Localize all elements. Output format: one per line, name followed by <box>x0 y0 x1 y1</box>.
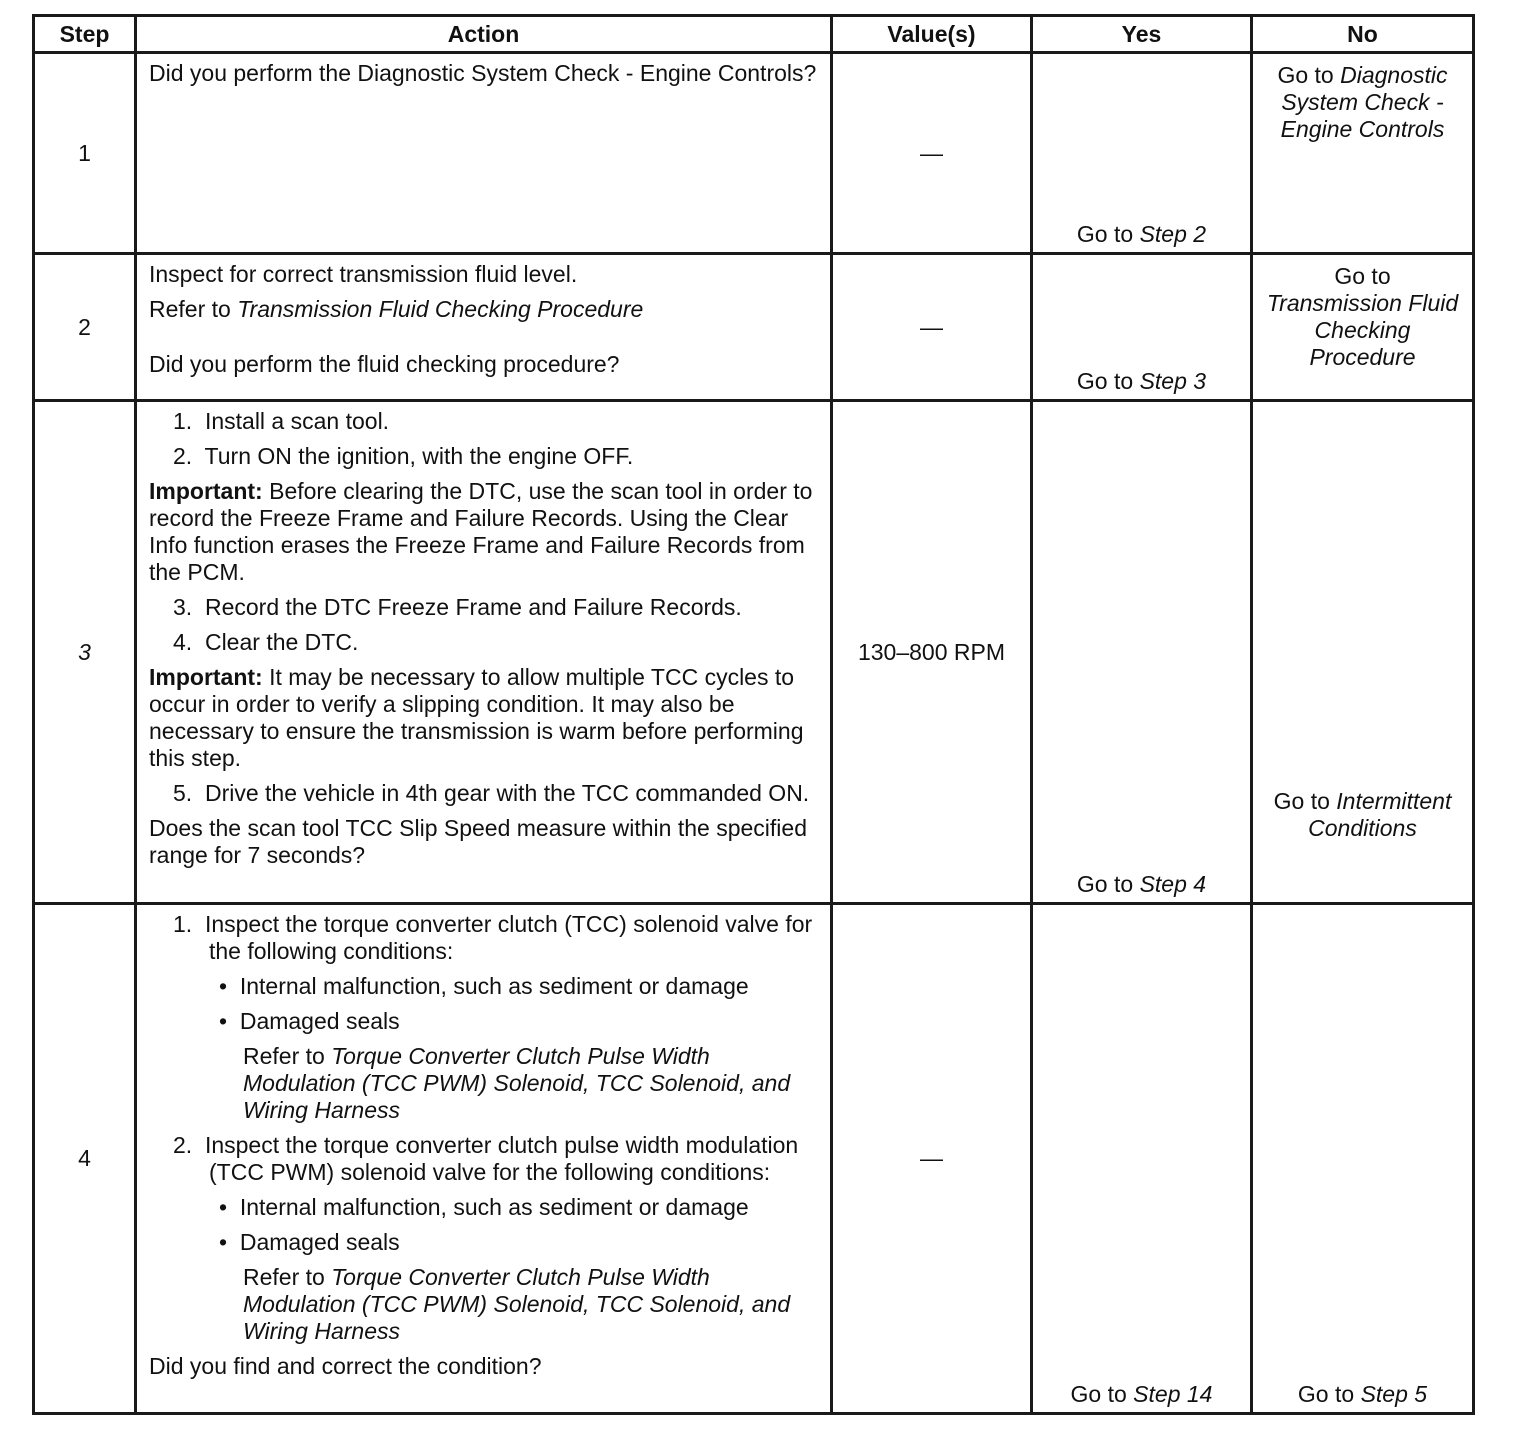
yes-link[interactable]: Step 4 <box>1139 871 1207 897</box>
yes-cell <box>1032 254 1252 401</box>
reference-link[interactable]: Torque Converter Clutch Pulse Width Modulation (TCC PWM) Solenoid, TCC Solenoid, and Wiring Harness <box>243 1043 791 1123</box>
diagnostic-table-document <box>32 14 1472 1415</box>
action-cell <box>136 401 832 904</box>
important-text: Before clearing the DTC, use the scan tool in order to record the Freeze Frame and Failure Records. Using the Clear Info function erases the Freeze Frame and Failure Records from the PCM. <box>149 478 813 585</box>
header-action: Action <box>136 16 832 53</box>
value-cell: 130–800 RPM <box>832 401 1032 904</box>
step-number: 3 <box>34 401 136 904</box>
no-link[interactable]: Intermittent Conditions <box>1308 788 1452 841</box>
action-step-item: 2. Inspect the torque converter clutch pulse width modulation (TCC PWM) solenoid valve for the following conditions: <box>173 1132 799 1185</box>
yes-prefix: Go to <box>1076 221 1140 247</box>
header-no: No <box>1252 16 1474 53</box>
header-values: Value(s) <box>832 16 1032 53</box>
value-cell: — <box>832 53 1032 254</box>
action-cell <box>136 53 832 254</box>
no-cell <box>1252 254 1474 401</box>
action-step-item: 4. Clear the DTC. <box>173 629 359 655</box>
action-reference <box>149 1043 820 1124</box>
action-question: Did you perform the fluid checking procedure? <box>149 351 620 377</box>
action-question: Did you find and correct the condition? <box>149 1353 542 1379</box>
no-prefix: Go to <box>1297 1381 1361 1407</box>
header-yes: Yes <box>1032 16 1252 53</box>
action-step-item: 1. Inspect the torque converter clutch (TCC) solenoid valve for the following conditions: <box>173 911 813 964</box>
table-row <box>34 401 1474 904</box>
no-prefix: Go to <box>1334 263 1391 289</box>
action-reference <box>149 296 820 323</box>
table-row <box>34 254 1474 401</box>
action-reference <box>149 1264 820 1345</box>
action-cell <box>136 904 832 1414</box>
bullet-item: • Damaged seals <box>219 1229 400 1255</box>
reference-prefix: Refer to <box>149 296 238 322</box>
important-label: Important: <box>149 478 263 504</box>
action-step-item: 5. Drive the vehicle in 4th gear with the TCC commanded ON. <box>173 780 810 806</box>
yes-prefix: Go to <box>1070 1381 1134 1407</box>
yes-link[interactable]: Step 2 <box>1139 221 1207 247</box>
important-text: It may be necessary to allow multiple TCC cycles to occur in order to verify a slipping condition. It may also be necessary to ensure the transmission is warm before performing this step. <box>149 664 804 771</box>
action-step-item: 3. Record the DTC Freeze Frame and Failure Records. <box>173 594 742 620</box>
yes-prefix: Go to <box>1076 871 1140 897</box>
action-step-item: 1. Install a scan tool. <box>173 408 390 434</box>
important-note <box>149 478 820 586</box>
yes-prefix: Go to <box>1076 368 1140 394</box>
no-link[interactable]: Transmission Fluid Checking Procedure <box>1266 290 1459 370</box>
no-link[interactable]: Step 5 <box>1360 1381 1428 1407</box>
bullet-item: • Damaged seals <box>219 1008 400 1034</box>
action-question: Did you perform the Diagnostic System Check - Engine Controls? <box>149 60 817 86</box>
no-cell <box>1252 401 1474 904</box>
important-label: Important: <box>149 664 263 690</box>
reference-prefix: Refer to <box>243 1264 332 1290</box>
yes-link[interactable]: Step 3 <box>1139 368 1207 394</box>
table-row <box>34 53 1474 254</box>
action-step-item: 2. Turn ON the ignition, with the engine OFF. <box>173 443 634 469</box>
reference-link[interactable]: Torque Converter Clutch Pulse Width Modulation (TCC PWM) Solenoid, TCC Solenoid, and Wiring Harness <box>243 1264 791 1344</box>
no-link[interactable]: Diagnostic System Check - Engine Controls <box>1280 62 1448 142</box>
no-cell <box>1252 53 1474 254</box>
step-number: 4 <box>34 904 136 1414</box>
header-step: Step <box>34 16 136 53</box>
yes-cell <box>1032 904 1252 1414</box>
yes-link[interactable]: Step 14 <box>1133 1381 1213 1407</box>
yes-cell <box>1032 53 1252 254</box>
action-text: Inspect for correct transmission fluid level. <box>149 261 578 287</box>
reference-link[interactable]: Transmission Fluid Checking Procedure <box>237 296 644 322</box>
no-cell <box>1252 904 1474 1414</box>
action-cell <box>136 254 832 401</box>
bullet-item: • Internal malfunction, such as sediment or damage <box>219 1194 749 1220</box>
value-cell: — <box>832 904 1032 1414</box>
bullet-item: • Internal malfunction, such as sediment or damage <box>219 973 749 999</box>
no-prefix: Go to <box>1277 62 1341 88</box>
diagnostic-table <box>32 14 1475 1415</box>
action-question: Does the scan tool TCC Slip Speed measure within the specified range for 7 seconds? <box>149 815 807 868</box>
reference-prefix: Refer to <box>243 1043 332 1069</box>
yes-cell <box>1032 401 1252 904</box>
step-number: 1 <box>34 53 136 254</box>
no-prefix: Go to <box>1273 788 1337 814</box>
value-cell: — <box>832 254 1032 401</box>
table-row <box>34 904 1474 1414</box>
header-row <box>34 16 1474 53</box>
important-note <box>149 664 820 772</box>
step-number: 2 <box>34 254 136 401</box>
